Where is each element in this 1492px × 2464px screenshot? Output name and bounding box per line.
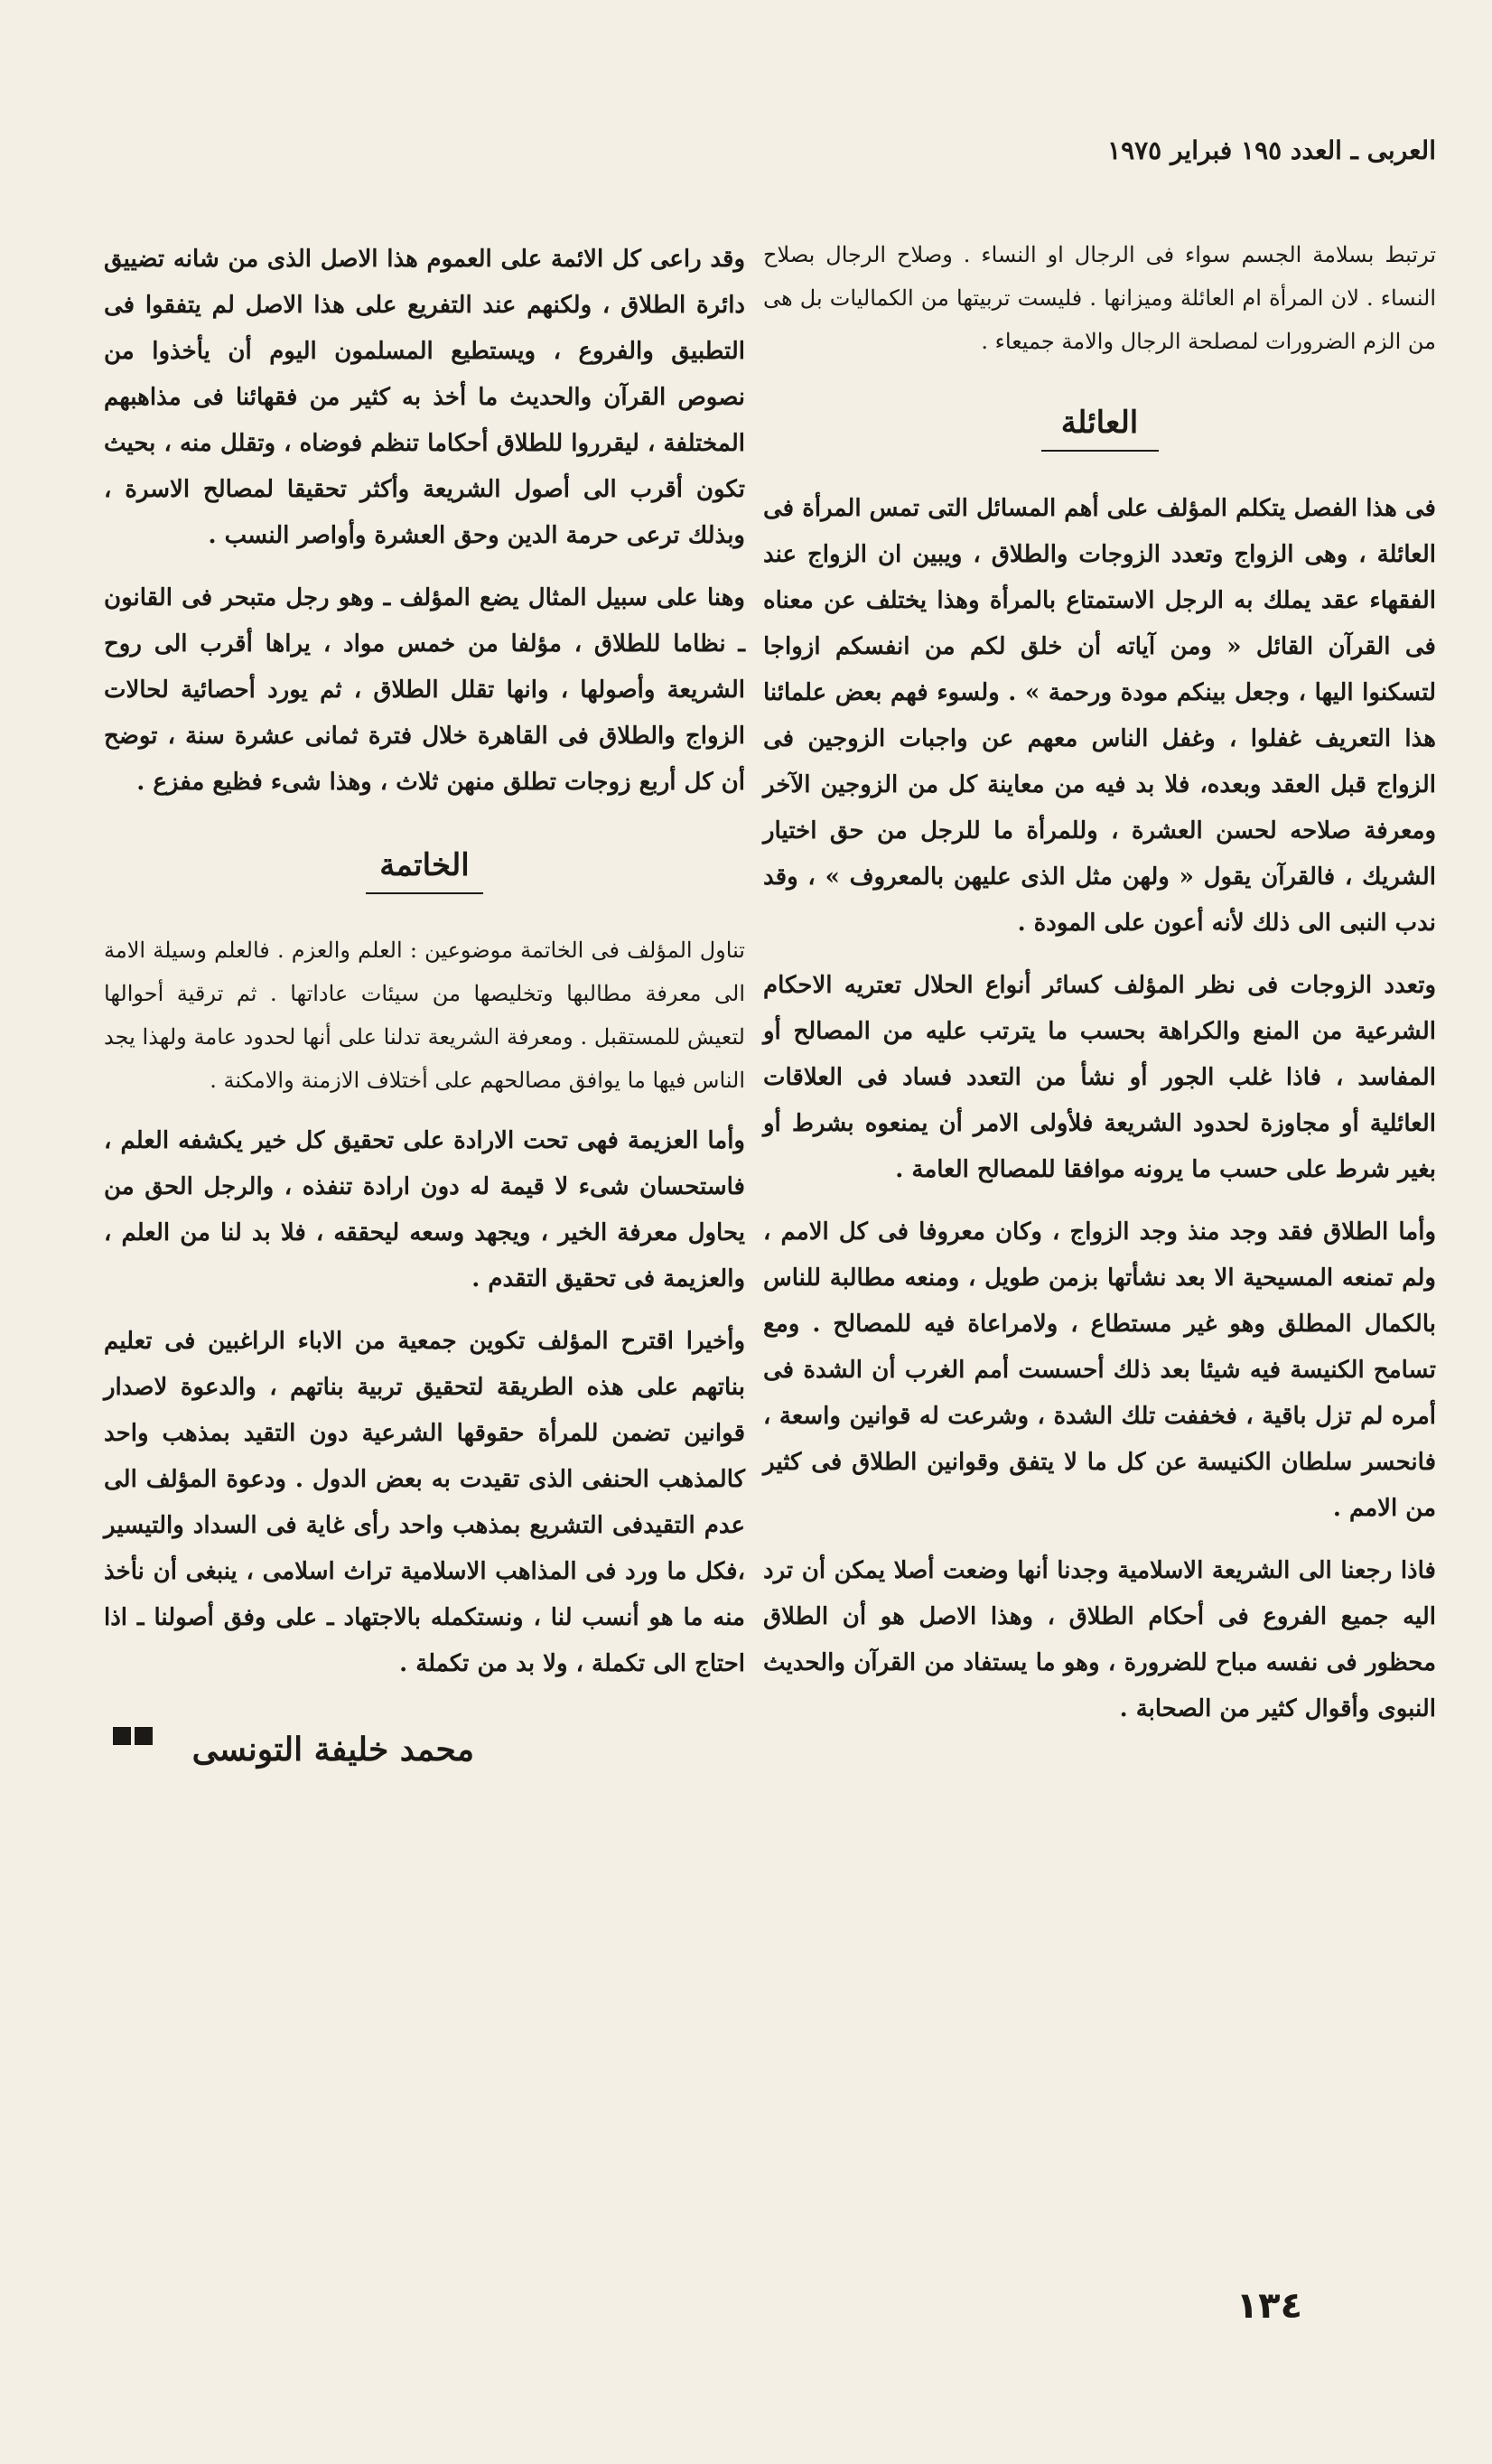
signature-row <box>104 1703 745 1769</box>
section-heading-family-text: العائلة <box>1060 405 1139 441</box>
body-paragraph: وتعدد الزوجات فى نظر المؤلف كسائر أنواع الحلال تعتريه الاحكام الشرعية من المنع والكراهة بحسب ما يترتب عليه من المصالح أو المفاسد ، فاذا غلب الجور أو نشأ من التعدد فساد فى العلاقات العائلية أو مجاوزة لحدود الشريعة فلأولى الامر أن يمنعوه بشرط أو بغير شرط على حسب ما يرونه موافقا للمصالح العامة . <box>763 972 1436 1183</box>
running-header: العربى ـ العدد ١٩٥ فبراير ١٩٧٥ <box>1107 135 1436 165</box>
body-paragraph: وأما العزيمة فهى تحت الارادة على تحقيق كل خير يكشفه العلم ، فاستحسان شىء لا قيمة له دون ارادة تنفذه ، والرجل الحق من يحاول معرفة الخير ، ويجهد وسعه ليحققه ، فلا بد لنا من العلم ، والعزيمة فى تحقيق التقدم . <box>104 1127 745 1293</box>
square-mark <box>113 1727 131 1745</box>
left-column <box>104 237 745 1769</box>
body-paragraph: وأما الطلاق فقد وجد منذ وجد الزواج ، وكان معروفا فى كل الامم ، ولم تمنعه المسيحية الا بعد نشأتها بزمن طويل ، ومنعه مطالبة للناس بالكمال المطلق وهو غير مستطاع ، ولامراعاة فيه للمصالح . ومع تسامح الكنيسة فيه شيئا بعد ذلك أحسست أمم الغرب أن الشدة فى أمره لم تزل باقية ، فخففت تلك الشدة ، وشرعت له قوانين واسعة ، فانحسر سلطان الكنيسة عن كل ما لا يتفق وقوانين الطلاق فى كثير من الامم . <box>763 1218 1436 1522</box>
heading-underline <box>1041 450 1159 452</box>
heading-underline <box>366 892 483 894</box>
section-heading-family <box>763 405 1436 452</box>
conclusion-intro: تناول المؤلف فى الخاتمة موضوعين : العلم والعزم . فالعلم وسيلة الامة الى معرفة مطالبها وتخليصها من سيئات عاداتها . ثم ترقية أحوالها لتعيش للمستقبل . ومعرفة الشريعة تدلنا على أنها لحدود عامة ولهذا يجد الناس فيها ما يوافق مصالحهم على أختلاف الازمنة والامكنة . <box>104 938 745 1093</box>
body-paragraph: وهنا على سبيل المثال يضع المؤلف ـ وهو رجل متبحر فى القانون ـ نظاما للطلاق ، مؤلفا من خمس مواد ، يراها أقرب الى روح الشريعة وأصولها ، وانها تقلل الطلاق ، ثم يورد أحصائية لحالات الزواج والطلاق فى القاهرة خلال فترة ثمانى عشرة سنة ، توضح أن كل أربع زوجات تطلق منهن ثلاث ، وهذا شىء فظيع مفزع . <box>104 584 745 796</box>
square-mark <box>135 1727 153 1745</box>
end-of-article-mark <box>109 1727 153 1746</box>
section-heading-conclusion-text: الخاتمة <box>379 847 470 883</box>
page-number: ١٣٤ <box>1236 2285 1302 2327</box>
right-column <box>763 233 1436 1749</box>
author-signature: محمد خليفة التونسى <box>191 1731 474 1769</box>
body-paragraph: وقد راعى كل الائمة على العموم هذا الاصل الذى من شانه تضييق دائرة الطلاق ، ولكنهم عند التفريع على هذا الاصل لم يتفقوا فى التطبيق والفروع ، ويستطيع المسلمون اليوم أن يأخذوا من نصوص القرآن والحديث ما أخذ به كثير من فقهائنا فى مذاهبهم المختلفة ، ليقرروا للطلاق أحكاما تنظم فوضاه ، وتقلل منه ، بحيث تكون أقرب الى أصول الشريعة وأكثر تحقيقا لمصالح الاسرة ، وبذلك ترعى حرمة الدين وحق العشرة وأواصر النسب . <box>104 246 745 549</box>
body-paragraph: فى هذا الفصل يتكلم المؤلف على أهم المسائل التى تمس المرأة فى العائلة ، وهى الزواج وتعدد الزوجات والطلاق ، ويبين ان الزواج عند الفقهاء عقد يملك به الرجل الاستمتاع بالمرأة وهذا يختلف عن معناه فى القرآن القائل « ومن آياته أن خلق لكم من انفسكم ازواجا لتسكنوا اليها ، وجعل بينكم مودة ورحمة » . ولسوء فهم بعض علمائنا هذا التعريف غفلوا ، وغفل الناس معهم عن واجبات الزوجين فى الزواج قبل العقد وبعده، فلا بد فيه من معاينة كل من الزوجين الآخر ومعرفة صلاحه لحسن العشرة ، وللمرأة ما للرجل من حق اختيار الشريك ، فالقرآن يقول « ولهن مثل الذى عليهن بالمعروف » ، وقد ندب النبى الى ذلك لأنه أعون على المودة . <box>763 495 1436 937</box>
body-paragraph: وأخيرا اقترح المؤلف تكوين جمعية من الاباء الراغبين فى تعليم بناتهم على هذه الطريقة لتحقيق تربية بناتهم ، والدعوة لاصدار قوانين تضمن للمرأة حقوقها الشرعية دون التقيد بمذهب واحد كالمذهب الحنفى الذى تقيدت به بعض الدول . ودعوة المؤلف الى عدم التقيدفى التشريع بمذهب واحد رأى غاية فى السداد والتيسير ،فكل ما ورد فى المذاهب الاسلامية تراث اسلامى ، ينبغى أن نأخذ منه ما هو أنسب لنا ، ونستكمله بالاجتهاد ـ على وفق أصولنا ـ اذا احتاج الى تكملة ، ولا بد من تكملة . <box>104 1328 745 1677</box>
intro-paragraph: ترتبط بسلامة الجسم سواء فى الرجال او النساء . وصلاح الرجال بصلاح النساء . لان المرأة ام العائلة وميزانها . فليست تربيتها من الكماليات بل هى من الزم الضرورات لمصلحة الرجال والامة جميعاء . <box>763 242 1436 354</box>
body-paragraph: فاذا رجعنا الى الشريعة الاسلامية وجدنا أنها وضعت أصلا يمكن أن ترد اليه جميع الفروع فى أحكام الطلاق ، وهذا الاصل هو أن الطلاق محظور فى نفسه مباح للضرورة ، وهو ما يستفاد من القرآن والحديث النبوى وأقوال كثير من الصحابة . <box>763 1557 1436 1722</box>
section-heading-conclusion <box>104 847 745 894</box>
